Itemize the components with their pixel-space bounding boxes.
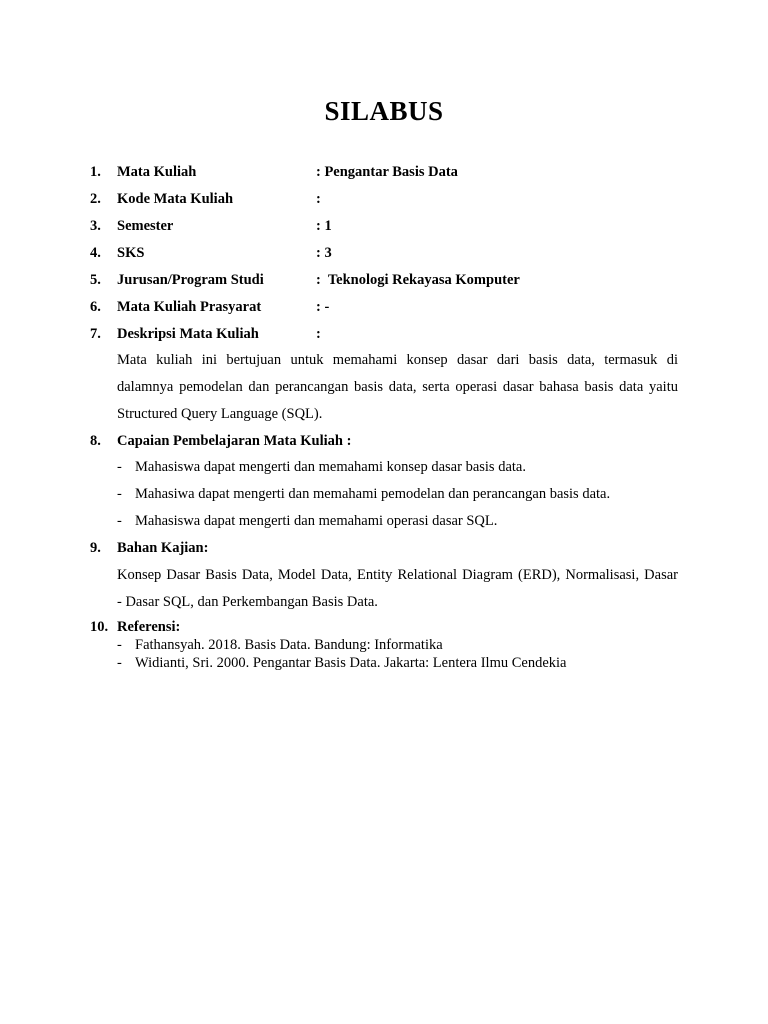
capaian-point [0, 454, 768, 481]
item-number: 5. [90, 272, 101, 288]
section-number: 8. [90, 433, 101, 449]
bullet-text: Mahasiwa dapat mengerti dan memahami pemodelan dan perancangan basis data. [135, 486, 611, 502]
referensi-item [0, 654, 768, 672]
item-number: 6. [90, 299, 101, 315]
item-number: 2. [90, 191, 101, 207]
item-value: : - [316, 299, 330, 315]
item-value: : 3 [316, 245, 332, 261]
paragraph-line: Konsep Dasar Basis Data, Model Data, Entity Relational Diagram (ERD), Normalisasi, Dasar [117, 567, 678, 583]
paragraph-line: Structured Query Language (SQL). [117, 406, 323, 422]
item-number: 4. [90, 245, 101, 261]
item-label: Kode Mata Kuliah [117, 191, 234, 207]
item-sks [0, 240, 768, 267]
bullet-text: Mahasiswa dapat mengerti dan memahami operasi dasar SQL. [135, 513, 498, 529]
item-value: : [316, 326, 321, 342]
item-mata-kuliah [0, 159, 768, 186]
reference-text: Widianti, Sri. 2000. Pengantar Basis Data. Jakarta: Lentera Ilmu Cendekia [135, 655, 567, 671]
item-value: : [316, 191, 321, 207]
reference-text: Fathansyah. 2018. Basis Data. Bandung: Informatika [135, 637, 443, 653]
paragraph-line: - Dasar SQL, dan Perkembangan Basis Data. [117, 594, 378, 610]
item-value: : Teknologi Rekayasa Komputer [316, 272, 520, 288]
item-semester [0, 213, 768, 240]
section-number: 9. [90, 540, 101, 556]
bullet-dash: - [117, 637, 122, 653]
item-label: Mata Kuliah Prasyarat [117, 299, 262, 315]
section-label: Bahan Kajian: [117, 540, 209, 556]
capaian-point [0, 481, 768, 508]
item-label: SKS [117, 245, 145, 261]
page-title: SILABUS [324, 96, 444, 126]
paragraph-line: Mata kuliah ini bertujuan untuk memahami konsep dasar dari basis data, termasuk di [117, 352, 678, 368]
item-jurusan [0, 267, 768, 294]
item-value: : Pengantar Basis Data [316, 164, 458, 180]
bullet-dash: - [117, 655, 122, 671]
item-number: 1. [90, 164, 101, 180]
item-prasyarat [0, 294, 768, 321]
item-label: Deskripsi Mata Kuliah [117, 326, 259, 342]
bullet-dash: - [117, 513, 122, 529]
section-label: Capaian Pembelajaran Mata Kuliah : [117, 433, 352, 449]
item-value: : 1 [316, 218, 332, 234]
item-label: Jurusan/Program Studi [117, 272, 264, 288]
bullet-text: Mahasiswa dapat mengerti dan memahami konsep dasar basis data. [135, 459, 526, 475]
item-label: Semester [117, 218, 174, 234]
bullet-dash: - [117, 459, 122, 475]
item-kode-mata-kuliah [0, 186, 768, 213]
item-number: 3. [90, 218, 101, 234]
referensi-item [0, 636, 768, 654]
section-number: 10. [90, 619, 109, 635]
item-number: 7. [90, 326, 101, 342]
capaian-point [0, 508, 768, 535]
item-label: Mata Kuliah [117, 164, 197, 180]
bahan-paragraph [117, 562, 678, 616]
bullet-dash: - [117, 486, 122, 502]
item-deskripsi [0, 321, 768, 348]
section-label: Referensi: [117, 619, 181, 635]
paragraph-line: dalamnya pemodelan dan perancangan basis data, serta operasi dasar bahasa basis data yaitu [117, 379, 678, 395]
deskripsi-paragraph [117, 347, 678, 428]
